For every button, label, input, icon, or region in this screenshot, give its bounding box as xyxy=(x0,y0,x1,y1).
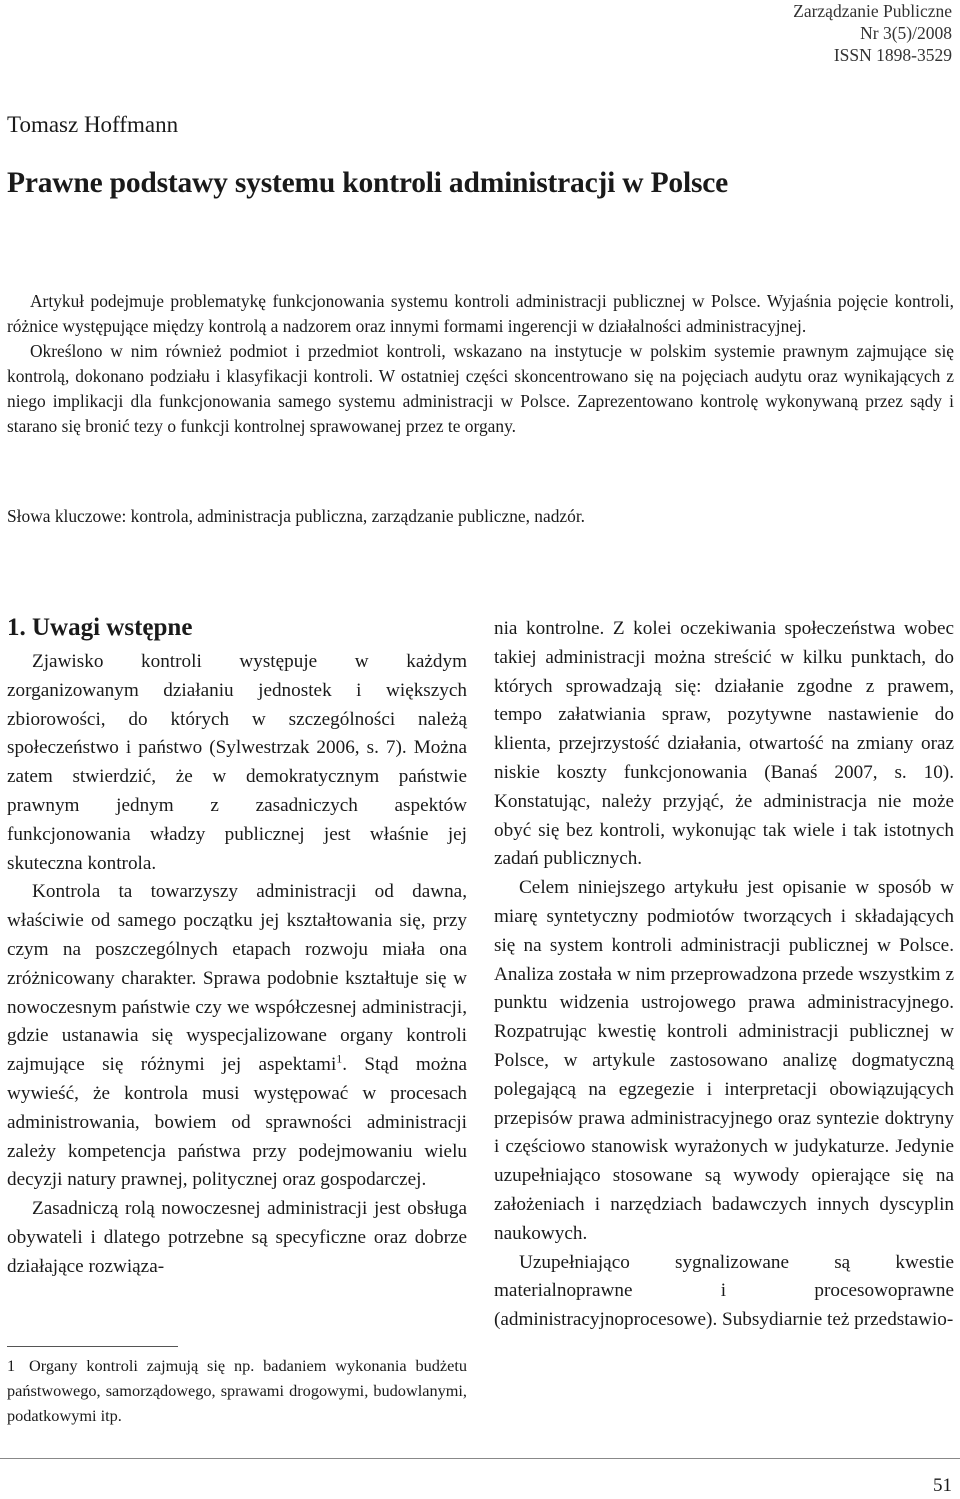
journal-name: Zarządzanie Publiczne xyxy=(793,1,952,21)
paragraph-text: Kontrola ta towarzyszy administracji od dawna, właściwie od samego początku jej kształtowania się, przy czym na poszczególnych etapach rozwoju miała ona zróżnicowany charakter. Sprawa podobnie kształtuje się w nowoczesnym państwie czy we współczesnej administracji, gdzie ustanawia się wyspecjalizowane organy kontroli zajmujące się różnymi jej aspektami xyxy=(7,881,467,1076)
body-paragraph xyxy=(7,878,467,1195)
abstract-paragraph-2: Określono w nim również podmiot i przedmiot kontroli, wskazano na instytucje w polskim systemie prawnym zajmujące się kontrolą, dokonano podziału i klasyfikacji kontroli. W ostatniej części skoncentrowano się na pojęciach audytu oraz wynikających z niego implikacji dla funkcjonowania samego systemu administracji w Polsce. Zaprezentowano kontrolę wykonywaną przez sądy i starano się bronić tezy o funkcji kontrolnej sprawowanej przez te organy. xyxy=(7,341,954,436)
article-title: Prawne podstawy systemu kontroli administracji w Polsce xyxy=(7,167,729,199)
paragraph-text: . Stąd można wywieść, że kontrola musi występować w procesach administrowania, bowiem od sprawności administracji zależy kompetencja państwa przy podejmowaniu wielu decyzji natury prawnej, politycznej oraz gospodarczej. xyxy=(7,1054,467,1191)
abstract xyxy=(7,289,954,439)
body-paragraph: Uzupełniająco sygnalizowane są kwestie materialnoprawne i procesowoprawne (administracyjnoprocesowe). Subsydiarnie też przedstawio- xyxy=(494,1251,954,1331)
journal-issn: ISSN 1898-3529 xyxy=(833,45,952,65)
body-paragraph: nia kontrolne. Z kolei oczekiwania społeczeństwa wobec takiej administracji można streścić w kilku punktach, do których sprowadzają się: działanie zgodne z prawem, tempo załatwiania spraw, pozytywne nastawienie do klienta, przejrzystość działania, otwartość na zmiany oraz niskie koszty funkcjonowania (Banaś 2007, s. 10). Konstatując, należy przyjąć, że administracja nie może obyć się bez kontroli, wykonując tak wiele i tak istotnych zadań publicznych. xyxy=(494,618,954,870)
left-column xyxy=(7,648,467,1282)
right-column xyxy=(494,615,954,1335)
footnote-text: Organy kontroli zajmują się np. badaniem wykonania budżetu państwowego, samorządowego, sprawami drogowymi, budowlanymi, podatkowymi itp. xyxy=(7,1356,467,1425)
body-paragraph: Zjawisko kontroli występuje w każdym zorganizowanym działaniu jednostek i większych zbiorowości, do których w szczególności należą społeczeństwo i państwo (Sylwestrzak 2006, s. 7). Można zatem stwierdzić, że w demokratycznym państwie prawnym jednym z zasadniczych aspektów funkcjonowania władzy publicznej jest właśnie jej skuteczna kontrola. xyxy=(7,651,467,874)
footnote-number: 1 xyxy=(7,1356,16,1375)
section-heading: 1. Uwagi wstępne xyxy=(7,614,193,641)
abstract-paragraph-1: Artykuł podejmuje problematykę funkcjonowania systemu kontroli administracji publicznej w Polsce. Wyjaśnia pojęcie kontroli, różnice występujące między kontrolą a nadzorem oraz innymi formami ingerencji w działalności administracyjnej. xyxy=(7,291,954,336)
page-footer-divider xyxy=(0,1458,960,1459)
journal-info xyxy=(793,0,952,66)
footnote xyxy=(7,1353,467,1428)
body-paragraph: Celem niniejszego artykułu jest opisanie w sposób w miarę syntetyczny podmiotów tworzących i składających się na system kontroli administracji publicznej w Polsce. Analiza została w nim przeprowadzona przede wszystkim z punktu widzenia ustrojowego prawa administracyjnego. Rozpatrując kwestię kontroli administracji publicznej w Polsce, w artykule zastosowano analizę dogmatyczną polegającą na egzegezie i interpretacji obowiązujących przepisów prawa administracyjnego oraz syntezie doktryny i częściowo stanowisk wyrażonych w judykaturze. Jedynie uzupełniająco stosowane są wywody opierające się na założeniach i narzędziach badawczych innych dyscyplin naukowych. xyxy=(494,877,954,1244)
footnote-reference[interactable]: 1 xyxy=(336,1051,343,1066)
article-author: Tomasz Hoffmann xyxy=(7,112,179,137)
footnote-divider xyxy=(7,1346,178,1347)
body-paragraph: Zasadniczą rolą nowoczesnej administracji jest obsługa obywateli i dlatego potrzebne są specyficzne oraz dobrze działające rozwiąza- xyxy=(7,1198,467,1277)
keywords: Słowa kluczowe: kontrola, administracja publiczna, zarządzanie publiczne, nadzór. xyxy=(7,506,586,526)
page-number: 51 xyxy=(933,1475,952,1496)
journal-issue: Nr 3(5)/2008 xyxy=(860,23,952,43)
